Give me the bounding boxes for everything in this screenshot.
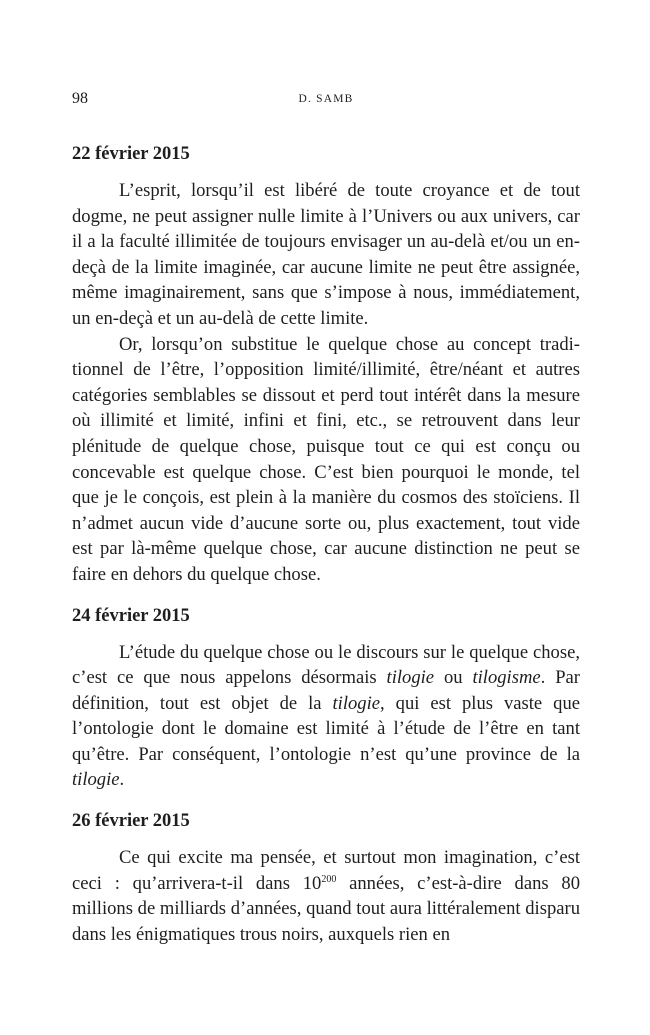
text-run: .	[119, 769, 125, 791]
italic-term: tilogie	[332, 692, 381, 714]
entry-paragraph	[72, 845, 580, 947]
journal-entry	[72, 602, 580, 794]
italic-term: tilogisme	[472, 667, 541, 689]
text-run: L’étude du quelque chose ou le discours sur le quelque chose, c’est ce que nous appelons désormais	[72, 641, 580, 689]
text-run: Ce qui excite ma pensée, et surtout mon imagination, c’est ceci : qu’arrivera-t-il dans 10	[72, 847, 580, 894]
italic-term: tilogie	[72, 769, 120, 791]
entry-paragraph	[72, 178, 580, 332]
page-header	[72, 90, 580, 114]
text-run: années, c’est-à-dire dans 80 millions de milliards d’années, quand tout aura littéralement disparu dans les énigmatiques trous noirs, auxquels rien en	[72, 872, 581, 945]
text-run: Or, lorsqu’on substitue le quelque chose au concept traditionnel de l’être, l’opposition limité/illimité, être/néant et autres catégories semblables se dissout et perd tout intérêt dans la mesure où illimité et limité, infini et fini, etc., se retrouvent dans leur plénitude de quelque chose, puisque tout ce qui est conçu ou concevable est quelque chose. C’est bien pourquoi le monde, tel que je le conçois, est plein à la manière du cosmos des stoïciens. Il n’admet aucun vide d’aucune sorte ou, plus exactement, tout vide est par là-même quelque chose, car aucune distinction ne peut se faire en dehors du quelque chose.	[72, 333, 580, 585]
text-run: . Par définition, tout est objet de la	[72, 667, 580, 714]
journal-entry	[72, 807, 580, 947]
exponent: 200	[321, 873, 337, 885]
journal-entry	[72, 140, 580, 588]
entry-date-heading: 22 février 2015	[72, 144, 190, 164]
entry-date-heading: 24 février 2015	[72, 605, 190, 626]
text-run: ou	[434, 667, 473, 689]
page-body	[72, 140, 580, 961]
page-number: 98	[72, 90, 88, 107]
italic-term: tilogie	[386, 667, 435, 689]
entry-paragraph	[72, 332, 580, 588]
entry-paragraph	[72, 640, 580, 794]
text-run: , qui est plus vaste que l’ontologie dont le domaine est limité à l’étude de l’être en tant qu’être. Par conséquent, l’ontologie n’est qu’une province de la	[72, 692, 581, 765]
running-head: D. SAMB	[298, 93, 354, 105]
entry-date-heading: 26 février 2015	[72, 811, 190, 832]
text-run: L’esprit, lorsqu’il est libéré de toute croyance et de tout dogme, ne peut assigner nulle limite à l’Univers ou aux univers, car il a la faculté illimitée de toujours envisager un au-delà et/ou un en-deçà de la limite imaginée, car aucune limite ne peut être assignée, même imaginairement, sans que s’impose à nous, immédiatement, un en-deçà et un au-delà de cette limite.	[72, 180, 580, 329]
